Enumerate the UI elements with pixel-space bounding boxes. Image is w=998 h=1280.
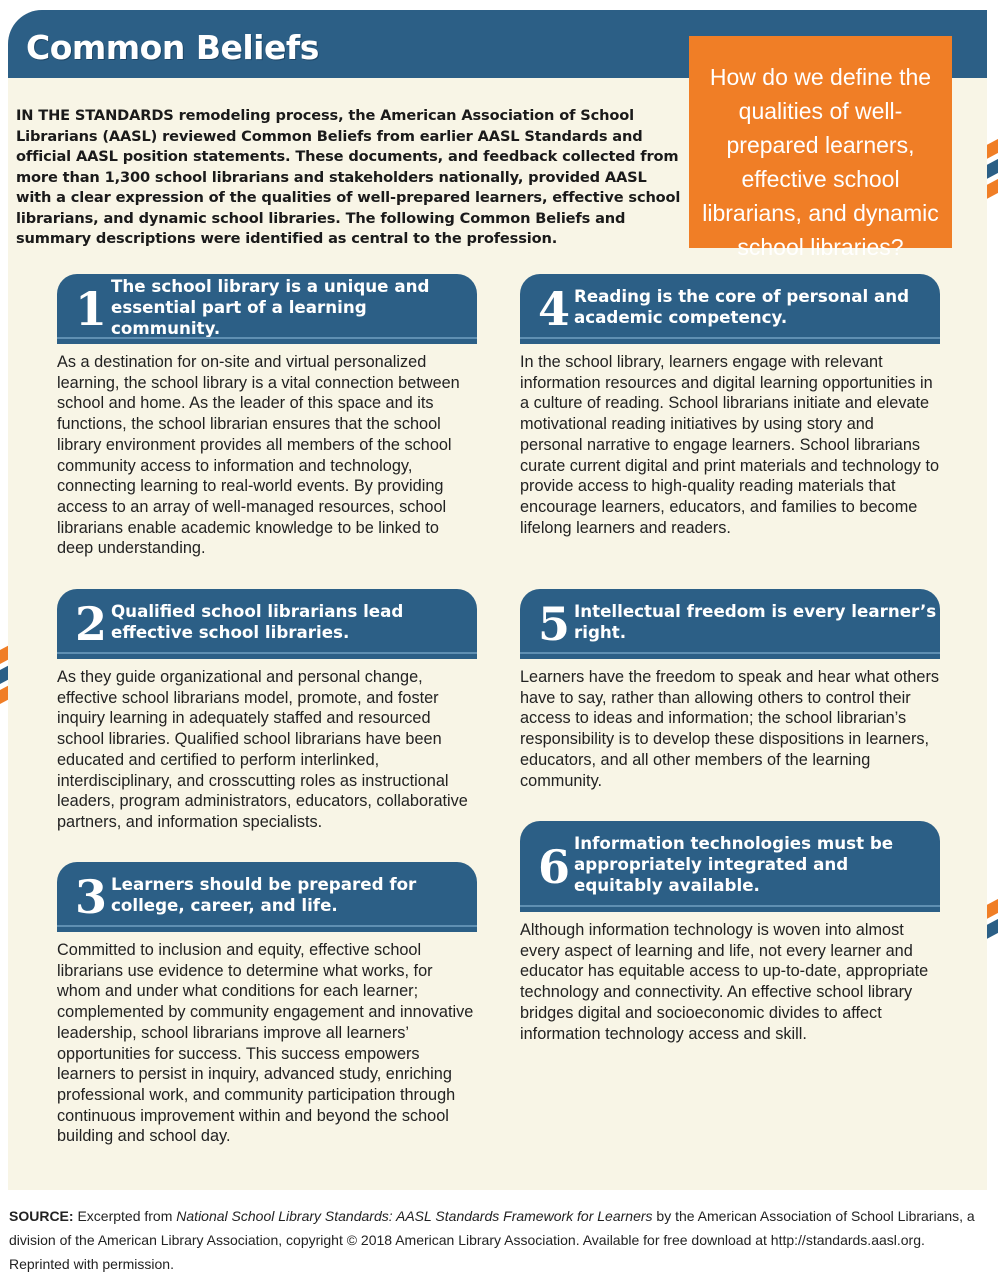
header-underline [57, 925, 477, 927]
belief-number: 4 [538, 282, 571, 336]
header-underline [57, 652, 477, 654]
belief-number: 6 [538, 839, 571, 894]
source-prefix: Excerpted from [77, 1208, 173, 1224]
belief-title: The school library is a unique and essential part of a learning community. [111, 275, 430, 338]
belief-header [520, 589, 940, 659]
belief-card-5 [520, 589, 940, 791]
belief-title: Intellectual freedom is every learner’s right. [574, 601, 937, 642]
header-underline [520, 905, 940, 907]
header-underline [520, 337, 940, 339]
belief-description: In the school library, learners engage with relevant information resources and digital learning opportunities in a culture of reading. School librarians initiate and elevate motivational reading initiatives by using story and personal narrative to engage learners. School librarians curate current digital and print materials and technology to provide access to high-quality reading materials that encourage learners, educators, and families to become lifelong learners and readers. [520, 353, 940, 537]
belief-card-4 [520, 274, 940, 538]
question-callout: How do we define the qualities of well-prepared learners, effective school librarians, and dynamic school libraries? [689, 36, 952, 248]
belief-description: Committed to inclusion and equity, effective school librarians use evidence to determine what works, for whom and under what conditions for each learner; complemented by community engagement and innovative leadership, school librarians improve all learners’ opportunities for success. This success empowers learners to persist in inquiry, advanced study, enriching professional work, and community participation through continuous improvement within and beyond the school building and school day. [57, 941, 474, 1146]
source-book-title: National School Library Standards: AASL Standards Framework for Learners [176, 1208, 653, 1224]
belief-description: Although information technology is woven into almost every aspect of learning and life, not every learner and educator has equitable access to up-to-date, appropriate technology and connectivity. An effective school library bridges digital and socioeconomic divides to affect information technology access and skill. [520, 921, 929, 1043]
belief-number: 3 [75, 870, 108, 924]
source-details: by the American Association of School Librarians, a division of the American Library Association, copyright © 2018 American Library Association. Available for free download at http://standards.aasl.org. Reprinted with permission. [9, 1208, 975, 1272]
header-underline [57, 337, 477, 339]
content-panel [8, 10, 987, 1190]
belief-title: Learners should be prepared for college, career, and life. [111, 874, 417, 915]
belief-description: As a destination for on-site and virtual personalized learning, the school library is a vital connection between school and home. As the leader of this space and its functions, the school librarian ensures that the school library environment provides all members of the school community access to information and technology, connecting learning to real-world events. By providing access to an array of well-managed resources, school librarians enable academic knowledge to be linked to deep understanding. [57, 353, 460, 558]
source-citation [9, 1204, 984, 1276]
belief-header [57, 589, 477, 659]
belief-header [57, 274, 477, 344]
belief-title: Information technologies must be appropriately integrated and equitably available. [574, 833, 894, 895]
header-underline [520, 652, 940, 654]
intro-paragraph: IN THE STANDARDS remodeling process, the American Association of School Librarians (AASL) reviewed Common Beliefs from earlier AASL Standards and official AASL position statements. These documents, and feedback collected from more than 1,300 school librarians and stakeholders nationally, provided AASL with a clear expression of the qualities of well-prepared learners, effective school librarians, and dynamic school libraries. The following Common Beliefs and summary descriptions were identified as central to the profession. [16, 107, 681, 247]
belief-title: Qualified school librarians lead effective school libraries. [111, 601, 404, 642]
belief-card-3 [57, 862, 477, 1147]
belief-card-1 [57, 274, 477, 559]
belief-description: Learners have the freedom to speak and hear what others have to say, rather than allowing others to control their access to ideas and information; the school librarian’s responsibility is to develop these dispositions in learners, educators, and all other members of the learning community. [520, 668, 940, 790]
decorative-stripes-left [0, 650, 8, 724]
belief-header [520, 821, 940, 912]
belief-title: Reading is the core of personal and academic competency. [574, 286, 910, 327]
belief-card-2 [57, 589, 477, 833]
belief-number: 5 [538, 597, 571, 651]
page-title: Common Beliefs [26, 28, 319, 67]
belief-header [520, 274, 940, 344]
belief-card-6 [520, 821, 940, 1044]
belief-header [57, 862, 477, 932]
belief-number: 2 [75, 597, 108, 651]
belief-number: 1 [75, 282, 108, 336]
source-label: SOURCE: [9, 1208, 74, 1224]
belief-description: As they guide organizational and personal change, effective school librarians model, promote, and foster inquiry learning in adequately staffed and resourced school libraries. Qualified school librarians have been educated and certified to perform interlinked, interdisciplinary, and crosscutting roles as instructional leaders, program administrators, educators, collaborative partners, and information specialists. [57, 668, 468, 831]
